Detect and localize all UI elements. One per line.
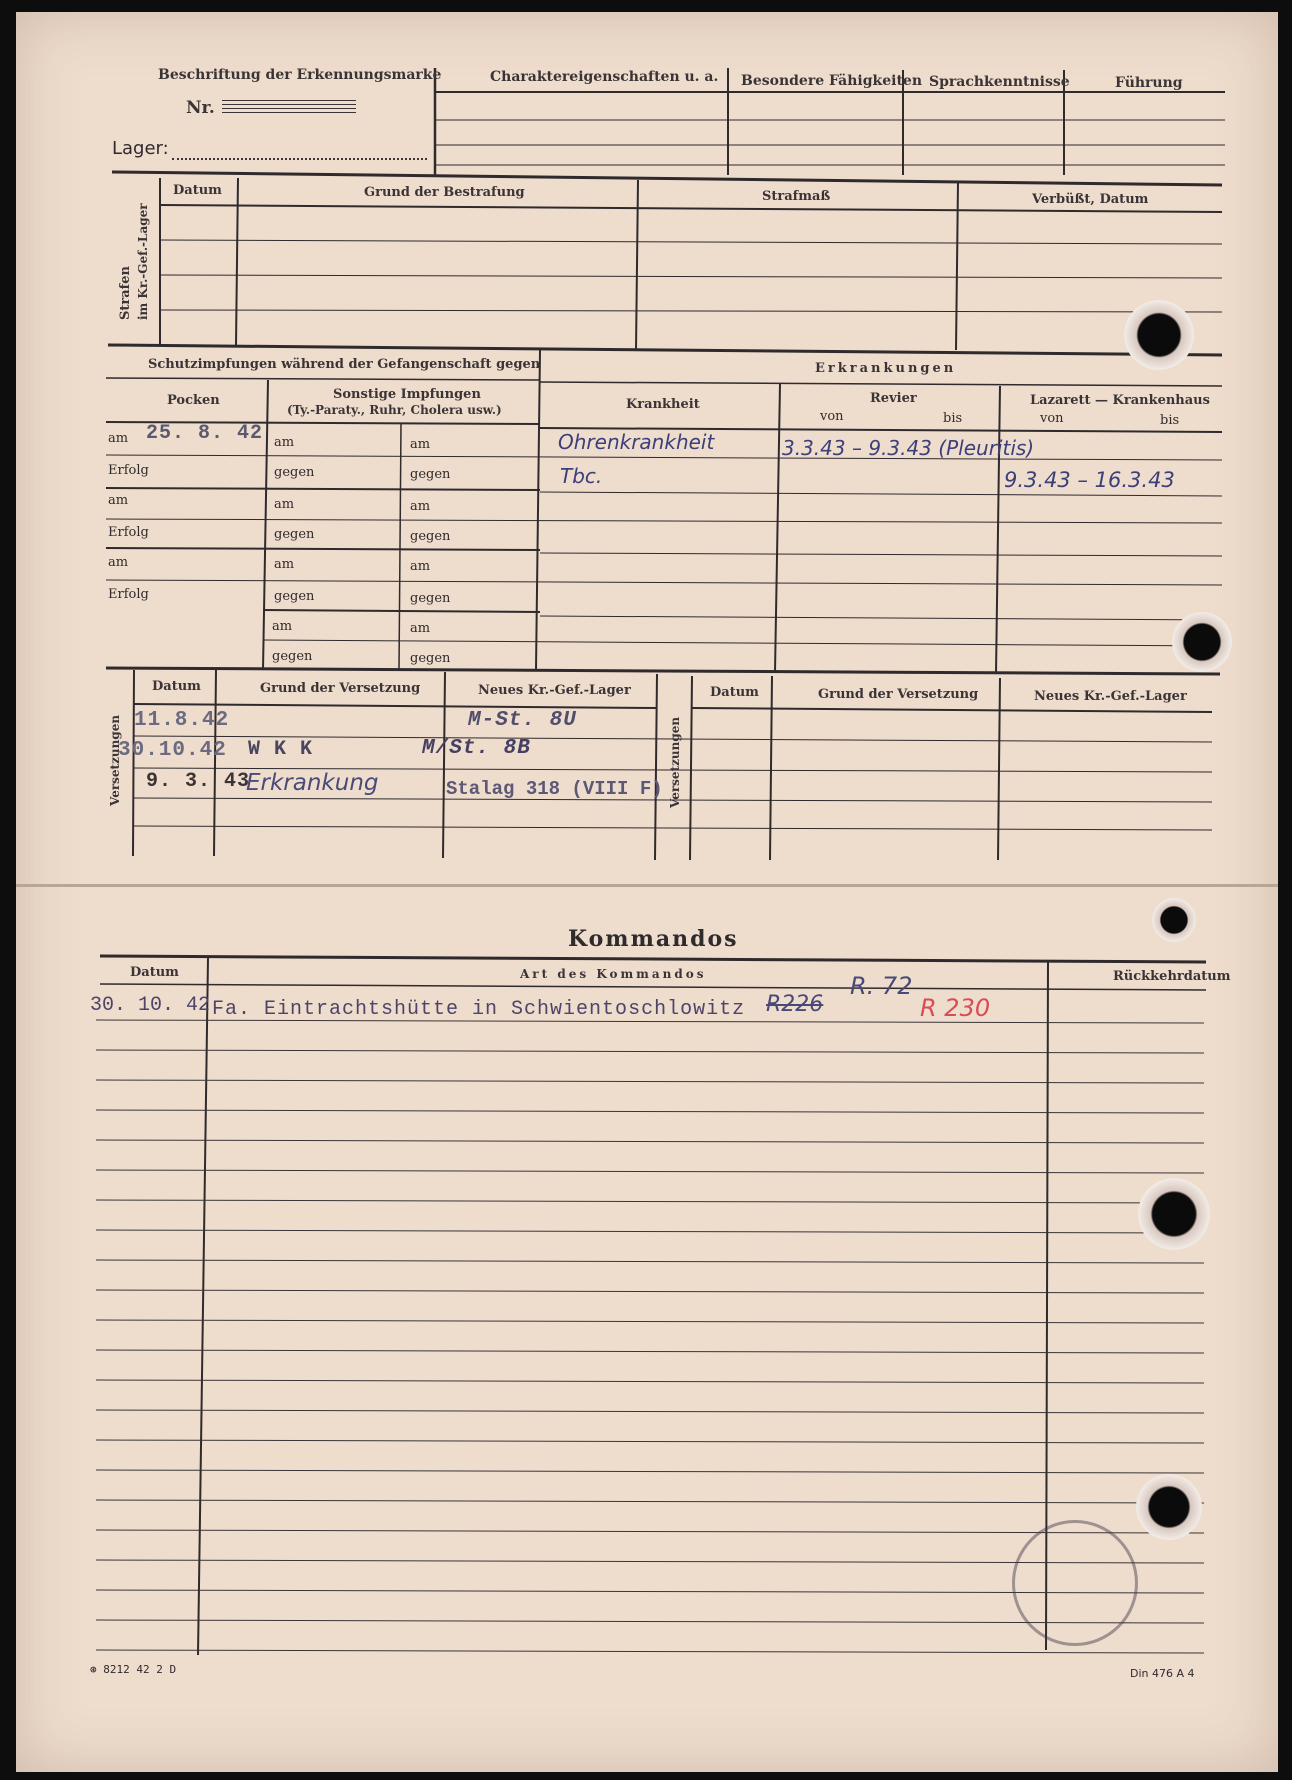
versetzung-grund-header-right: Grund der Versetzung [818, 687, 979, 702]
kommando-code-red: R 230 [920, 994, 991, 1022]
kommando-row-line [96, 1410, 1204, 1413]
kommando-row-line [96, 1140, 1204, 1143]
versetzung-row-3-grund: Erkrankung [246, 770, 379, 796]
punch-hole-icon [1138, 1178, 1210, 1250]
sonstige-am-4a: am [272, 619, 293, 634]
sonstige-am-4b: am [410, 621, 431, 636]
kommando-row-line [96, 1650, 1204, 1653]
versetzung-grund-header: Grund der Versetzung [260, 681, 421, 696]
kommando-row-line [96, 1200, 1204, 1203]
pocken-date: 25. 8. 42 [146, 422, 264, 445]
punch-hole-icon [1172, 612, 1232, 672]
versetzung-neues-header: Neues Kr.-Gef.-Lager [478, 683, 631, 698]
kommando-row-line [96, 1290, 1204, 1293]
nr-label: Nr. [186, 98, 215, 118]
lager-label: Lager: [112, 138, 169, 159]
lazarett-entry: 9.3.43 – 16.3.43 [1004, 468, 1175, 492]
krankheit-header: Krankheit [626, 397, 700, 412]
faehigkeiten-header: Besondere Fähigkeiten [741, 73, 923, 89]
kommando-row-line [96, 1230, 1204, 1233]
stamp-ring [1012, 1520, 1138, 1646]
beschriftung-label: Beschriftung der Erkennungsmarke [158, 67, 442, 83]
erkrankungen-title: Erkrankungen [815, 361, 957, 376]
sonstige-gegen-3a: gegen [274, 589, 315, 604]
sonstige-gegen-1a: gegen [274, 465, 315, 480]
versetzung-neues-header-right: Neues Kr.-Gef.-Lager [1034, 689, 1187, 704]
kommando-row-line [96, 1350, 1204, 1353]
versetzung-row-3-datum: 9. 3. 43 [146, 770, 251, 793]
sonstige-gegen-4b: gegen [410, 651, 451, 666]
kommando-row-line [96, 1080, 1204, 1083]
footer-print-icon: ⊛ [90, 1663, 104, 1676]
versetzung-row-1-lager: M-St. 8U [468, 709, 577, 732]
rueckkehr-header: Rückkehrdatum [1113, 969, 1231, 984]
sonstige-header: Sonstige Impfungen [333, 387, 481, 402]
sonstige-am-1a: am [274, 435, 295, 450]
sonstige-gegen-2a: gegen [274, 527, 315, 542]
lazarett-von: von [1040, 411, 1064, 426]
sonstige-gegen-4a: gegen [272, 649, 313, 664]
pocken-am-3: am [108, 555, 129, 570]
strafmass-header: Strafmaß [762, 189, 831, 204]
kommando-code-struck: R226 [766, 992, 824, 1017]
sonstige-am-3b: am [410, 559, 431, 574]
punch-hole-icon [1136, 1474, 1202, 1540]
sonstige-am-3a: am [274, 557, 295, 572]
kommando-row-line [96, 1500, 1204, 1503]
versetzung-row-2-lager: M/St. 8B [422, 737, 531, 760]
krankheit-entry: Ohrenkrankheit [558, 430, 715, 454]
pocken-am-2: am [108, 493, 129, 508]
impf-title: Schutzimpfungen während der Gefangenschaft gegen [148, 357, 541, 372]
revier-header: Revier [870, 391, 917, 406]
versetzungen-side-label: Versetzungen [108, 714, 122, 806]
kommando-row-line [96, 1380, 1204, 1383]
versetzung-row-1-datum: 11.8.42 [134, 709, 230, 732]
pocken-erfolg-2: Erfolg [108, 525, 149, 540]
versetzung-row-2-grund: W K K [248, 738, 314, 761]
lager-field[interactable] [172, 158, 427, 160]
footer-din: Din 476 A 4 [1130, 1667, 1195, 1680]
sonstige-gegen-3b: gegen [410, 591, 451, 606]
revier-bis: bis [943, 411, 963, 426]
kommando-code-new: R. 72 [850, 972, 913, 1000]
kommando-row-line [96, 1260, 1204, 1263]
versetzung-row-3-lager: Stalag 318 (VIII F) [446, 778, 663, 800]
lazarett-bis: bis [1160, 413, 1180, 428]
sprach-header: Sprachkenntnisse [929, 74, 1070, 90]
pocken-header: Pocken [167, 393, 220, 408]
punch-hole-icon [1152, 898, 1196, 942]
pocken-am-1: am [108, 431, 129, 446]
kommandos-title: Kommandos [568, 926, 739, 952]
versetzung-datum-header: Datum [152, 679, 201, 694]
versetzung-datum-header-right: Datum [710, 685, 759, 700]
pocken-erfolg-3: Erfolg [108, 587, 149, 602]
strafen-side-label: Strafen [118, 266, 133, 320]
sonstige-gegen-2b: gegen [410, 529, 451, 544]
sonstige-gegen-1b: gegen [410, 467, 451, 482]
sonstige-am-2a: am [274, 497, 295, 512]
kommando-row-line [96, 1110, 1204, 1113]
versetzung-row-2-datum: 30.10.42 [118, 739, 227, 762]
kommando-row-line [96, 1320, 1204, 1323]
kommando-entry-art: Fa. Eintrachtshütte in Schwientoschlowitz [212, 998, 746, 1021]
versetzungen-side-label-right: Versetzungen [668, 716, 682, 808]
nr-field[interactable] [222, 100, 356, 116]
verbuesst-header: Verbüßt, Datum [1032, 192, 1149, 207]
revier-von: von [820, 409, 844, 424]
kommando-art-header: Art des Kommandos [520, 967, 707, 981]
krankheit-entry-2: Tbc. [560, 464, 603, 488]
kommando-row-line [96, 1170, 1204, 1173]
kommando-row-line [96, 1470, 1204, 1473]
punch-hole-icon [1124, 300, 1194, 370]
sonstige-subheader: (Ty.-Paraty., Ruhr, Cholera usw.) [287, 403, 502, 417]
strafen-grund-header: Grund der Bestrafung [364, 185, 525, 200]
kommando-datum-header: Datum [130, 965, 179, 980]
sonstige-am-1b: am [410, 437, 431, 452]
revier-entry: 3.3.43 – 9.3.43 (Pleuritis) [782, 436, 1035, 460]
kommando-row-line [96, 1050, 1204, 1053]
fuehrung-header: Führung [1115, 75, 1183, 91]
strafen-datum-header: Datum [173, 183, 222, 198]
kommando-entry-datum: 30. 10. 42 [90, 994, 211, 1017]
footer-print-code: ⊛ 8212 42 2 D [90, 1663, 177, 1676]
pocken-erfolg-1: Erfolg [108, 463, 149, 478]
lazarett-header: Lazarett — Krankenhaus [1030, 393, 1210, 408]
kommando-row-line [96, 1440, 1204, 1443]
sonstige-am-2b: am [410, 499, 431, 514]
strafen-side-label2: im Kr.-Gef.-Lager [136, 203, 150, 320]
charakter-header: Charaktereigenschaften u. a. [490, 69, 719, 85]
